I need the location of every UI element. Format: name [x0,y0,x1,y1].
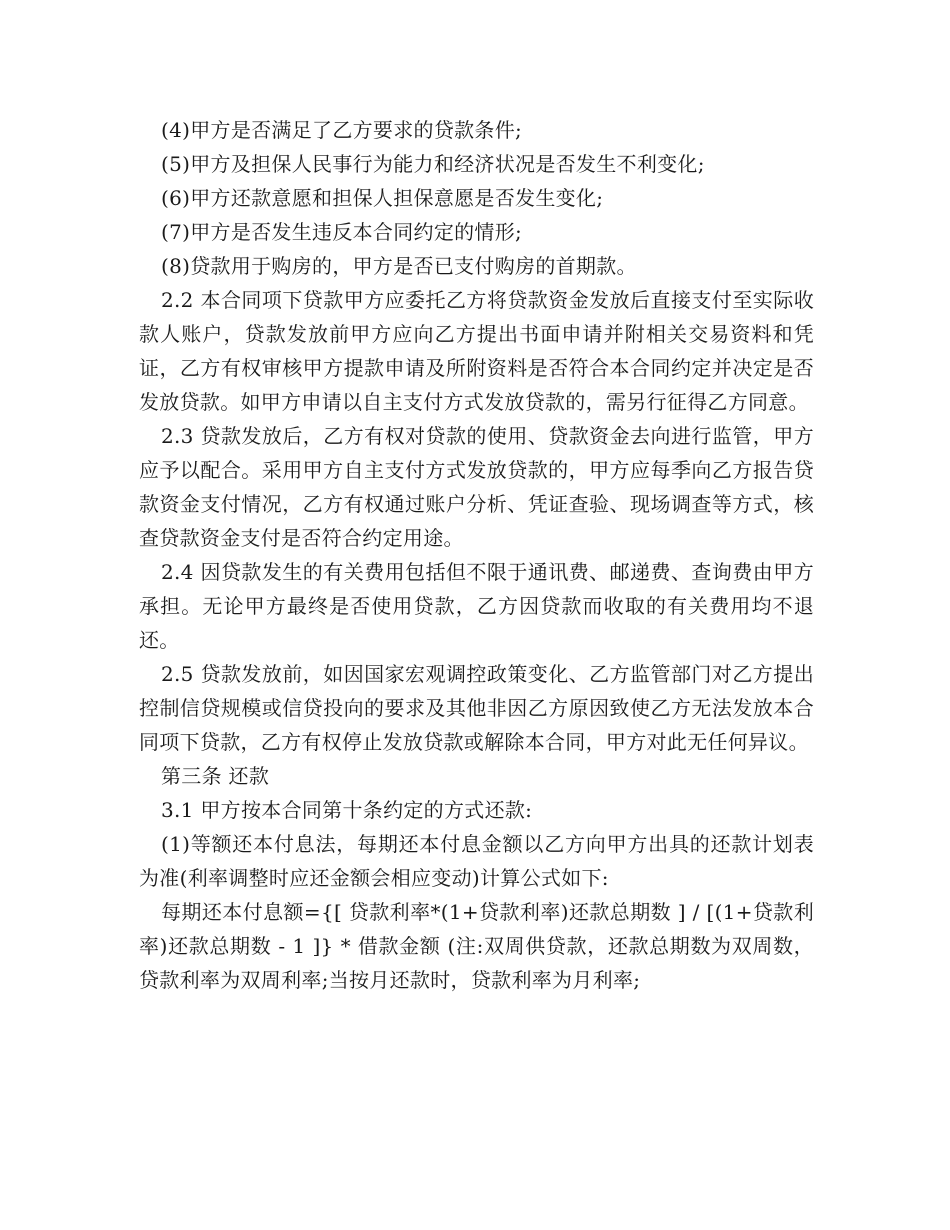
clause-item-7: (7)甲方是否发生违反本合同约定的情形; [161,220,523,244]
clause-3-1: 3.1 甲方按本合同第十条约定的方式还款: [161,798,533,822]
clause-item-4: (4)甲方是否满足了乙方要求的贷款条件; [161,118,523,142]
clause-3-1-item-1: (1)等额还本付息法，每期还本付息金额以乙方向甲方出具的还款计划表为准(利率调整时应还金额会相应变动)计算公式如下: [139,832,814,890]
clause-item-5: (5)甲方及担保人民事行为能力和经济状况是否发生不利变化; [161,152,705,176]
document-body [139,113,814,997]
clause-item-6: (6)甲方还款意愿和担保人担保意愿是否发生变化; [161,186,604,210]
clause-item-8: (8)贷款用于购房的，甲方是否已支付购房的首期款。 [161,254,637,278]
repayment-formula: 每期还本付息额={[ 贷款利率*(1+贷款利率)还款总期数 ] / [(1+贷款利率)还款总期数 - 1 ]} * 借款金额 (注:双周供贷款，还款总期数为双周数，贷款利率为双周利率;当按月还款时，贷款利率为月利率; [139,900,814,992]
clause-2-3: 2.3 贷款发放后，乙方有权对贷款的使用、贷款资金去向进行监管，甲方应予以配合。采用甲方自主支付方式发放贷款的，甲方应每季向乙方报告贷款资金支付情况，乙方有权通过账户分析、凭证查验、现场调查等方式，核查贷款资金支付是否符合约定用途。 [139,424,814,550]
clause-2-4: 2.4 因贷款发生的有关费用包括但不限于通讯费、邮递费、查询费由甲方承担。无论甲方最终是否使用贷款，乙方因贷款而收取的有关费用均不退还。 [139,560,814,652]
clause-2-5: 2.5 贷款发放前，如因国家宏观调控政策变化、乙方监管部门对乙方提出控制信贷规模或信贷投向的要求及其他非因乙方原因致使乙方无法发放本合同项下贷款，乙方有权停止发放贷款或解除本合同，甲方对此无任何异议。 [139,662,814,754]
clause-2-2: 2.2 本合同项下贷款甲方应委托乙方将贷款资金发放后直接支付至实际收款人账户，贷款发放前甲方应向乙方提出书面申请并附相关交易资料和凭证，乙方有权审核甲方提款申请及所附资料是否符合本合同约定并决定是否发放贷款。如甲方申请以自主支付方式发放贷款的，需另行征得乙方同意。 [139,288,814,414]
section-heading-article-3: 第三条 还款 [161,764,270,788]
